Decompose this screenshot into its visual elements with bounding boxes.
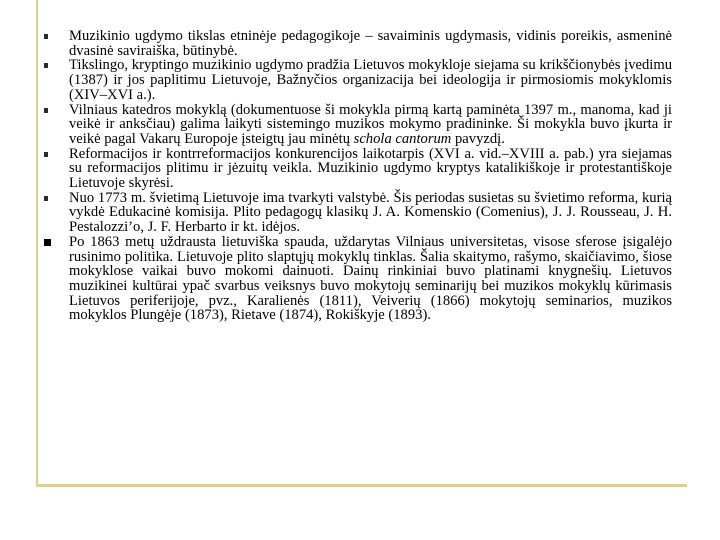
list-item-text-before: Vilniaus katedros mokyklą (dokumentuose ši mokykla pirmą kartą paminėta 1397 m., manoma, kad ji veikė ir anksčiau) galima laikyti sistemingo muzikos mokymo pradininke. Ši mokykla buvo įkurta ir veikė pagal Vakarų Europoje įsteigtų jau minėtų	[69, 101, 672, 147]
bottom-decorative-line	[36, 484, 687, 487]
list-item-text: Po 1863 metų uždrausta lietuviška spauda, uždarytas Vilniaus universitetas, visose sferose įsigalėjo rusinimo politika. Lietuvoje plito slaptųjų mokyklų tinklas. Šalia skaitymo, rašymo, skaičiavimo, šiose mokyklose vaikai buvo mokomi dainuoti. Dainų rinkiniai buvo platinami knygnešių. Lietuvos muzikinei kultūrai ypač svarbus veiksnys buvo mokytojų seminarijų bei muzikos mokyklų kūrimasis Lietuvos periferijoje, pvz., Karalienės (1811), Veiverių (1866) mokytojų seminarios, muzikos mokyklos Plungėje (1873), Rietave (1874), Rokiškyje (1893).	[69, 233, 672, 324]
bullet-list	[44, 29, 672, 323]
square-bullet-icon	[44, 239, 51, 246]
square-bullet-icon	[44, 152, 48, 157]
list-item	[44, 147, 672, 191]
square-bullet-icon	[44, 34, 48, 39]
list-item	[44, 235, 672, 323]
list-item-text-italic: schola cantorum	[353, 130, 452, 147]
list-item-text: Nuo 1773 m. švietimą Lietuvoje ima tvarkyti valstybė. Šis periodas susietas su švietimo reforma, kurią vykdė Edukacinė komisija. Plito pedagogų klasikų J. A. Komenskio (Comenius), J. J. Rousseau, J. H. Pestalozzi’o, J. F. Herbarto ir kt. idėjos.	[69, 189, 672, 236]
list-item	[44, 191, 672, 235]
left-decorative-line	[36, 0, 38, 486]
list-item-text: Muzikinio ugdymo tikslas etninėje pedagogikoje – savaiminis ugdymasis, vidinis poreikis, asmeninė dvasinė saviraiška, būtinybė.	[69, 28, 672, 59]
list-item-text: Tikslingo, kryptingo muzikinio ugdymo pradžia Lietuvos mokykloje siejama su krikščionybės įvedimu (1387) ir jos paplitimu Lietuvoje, Bažnyčios organizacija bei ideologija ir pirmosiomis mokyklomis (XIV–XVI a.).	[69, 57, 672, 103]
slide-content	[44, 29, 672, 323]
list-item-text: Reformacijos ir kontrreformacijos konkurencijos laikotarpis (XVI a. vid.–XVIII a. pab.) yra siejamas su reformacijos plitimu ir jėzuitų veikla. Muzikinio ugdymo kryptys katalikiškoje ir protestantiškoje Lietuvoje skyrėsi.	[69, 145, 672, 192]
square-bullet-icon	[44, 196, 48, 201]
square-bullet-icon	[44, 63, 48, 68]
square-bullet-icon	[44, 108, 48, 113]
list-item	[44, 58, 672, 102]
list-item	[44, 29, 672, 58]
list-item	[44, 103, 672, 147]
list-item-text-after: pavyzdį.	[451, 130, 505, 147]
